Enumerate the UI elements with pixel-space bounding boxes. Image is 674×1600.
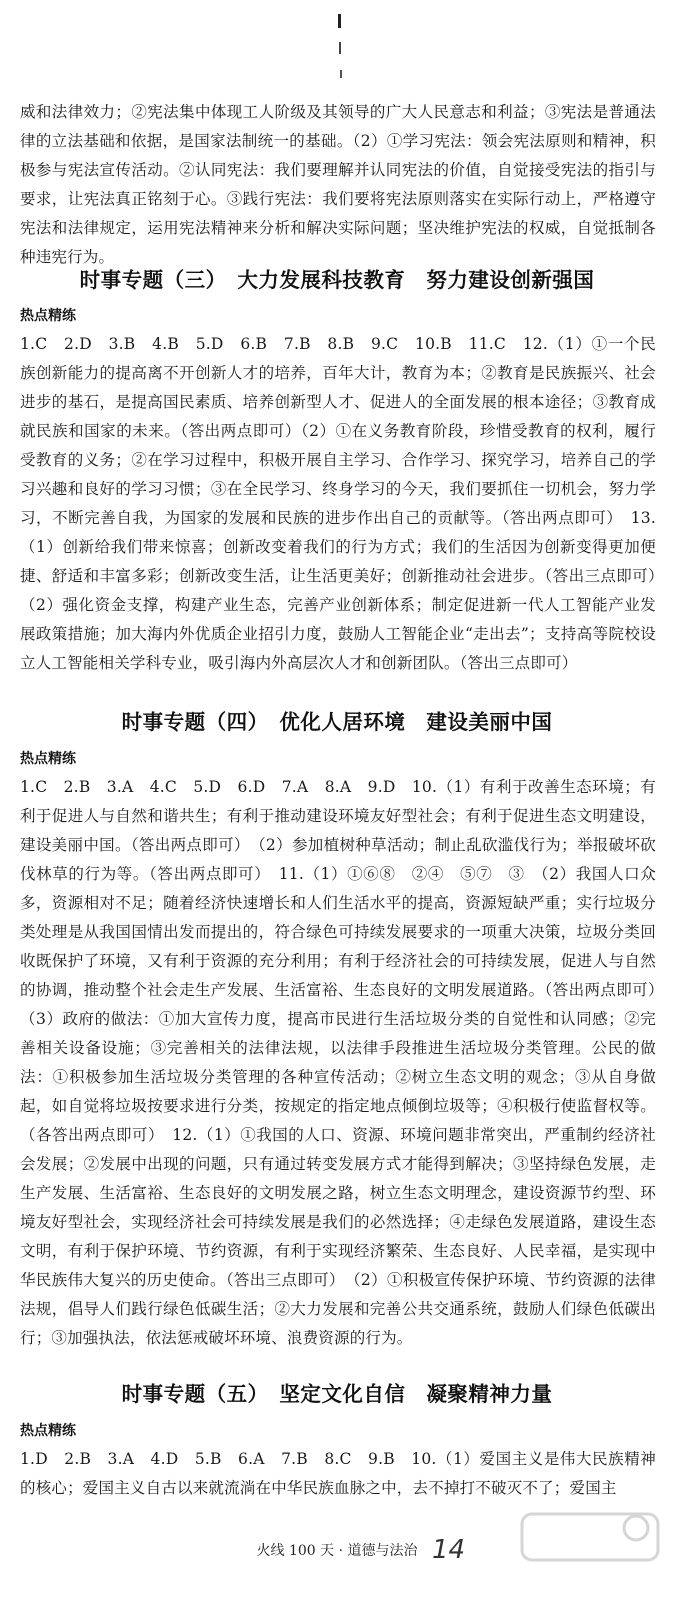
handwritten-page-number: 14	[432, 1535, 466, 1565]
scan-artifact-marks	[330, 10, 350, 100]
section-4-subtitle: 热点精练	[20, 751, 76, 767]
section-3-body: 1.C 2.D 3.B 4.B 5.D 6.B 7.B 8.B 9.C 10.B 11.C 12.（1）①一个民族创新能力的提高离不开创新人才的培养，百年大计，教育为本；②教育是民族振兴、社会进步的基石，是提高国民素质、培养创新型人才、促进人的全面发展的根本途径；③教育成就民族和国家的未来。（答出两点即可）（2）①在义务教育阶段，珍惜受教育的权利，履行受教育的义务；②在学习过程中，积极开展自主学习、合作学习、探究学习，培养自己的学习兴趣和良好的学习习惯；③在全民学习、终身学习的今天，我们要抓住一切机会，努力学习，不断完善自我，为国家的发展和民族的进步作出自己的贡献等。（答出两点即可） 13.（1）创新给我们带来惊喜；创新改变着我们的行为方式；我们的生活因为创新变得更加便捷、舒适和丰富多彩；创新改变生活，让生活更美好；创新推动社会进步。（答出三点即可） （2）强化资金支撑，构建产业生态，完善产业创新体系；制定促进新一代人工智能产业发展政策措施；加大海内外优质企业招引力度，鼓励人工智能企业“走出去”；支持高等院校设立人工智能相关学科专业，吸引海内外高层次人才和创新团队。（答出三点即可）	[20, 335, 672, 672]
section-3-subtitle: 热点精练	[20, 308, 76, 324]
footer-book-title: 火线 100 天 · 道德与法治	[256, 1543, 418, 1559]
section-5-body: 1.D 2.B 3.A 4.D 5.B 6.A 7.B 8.C 9.B 10.（1）爱国主义是伟大民族精神的核心；爱国主义自古以来就流淌在中华民族血脉之中，去不掉打不破灭不了；爱国主	[20, 1450, 656, 1497]
section-4-title: 时事专题（四） 优化人居环境 建设美丽中国	[121, 710, 553, 734]
intro-paragraph: 威和法律效力；②宪法集中体现工人阶级及其领导的广大人民意志和利益；③宪法是普通法律的立法基础和依据，是国家法制统一的基础。（2）①学习宪法：领会宪法原则和精神，积极参与宪法宣传活动。②认同宪法：我们要理解并认同宪法的价值，自觉接受宪法的指引与要求，让宪法真正铭刻于心。③践行宪法：我们要将宪法原则落实在实际行动上，严格遵守宪法和法律规定，运用宪法精神来分析和解决实际问题；坚决维护宪法的权威，自觉抵制各种违宪行为。	[20, 103, 656, 266]
section-3-title: 时事专题（三） 大力发展科技教育 努力建设创新强国	[79, 268, 595, 292]
section-5-title: 时事专题（五） 坚定文化自信 凝聚精神力量	[121, 1382, 553, 1406]
watermark-logo	[520, 1508, 660, 1594]
section-5-subtitle: 热点精练	[20, 1423, 76, 1439]
section-4-body: 1.C 2.B 3.A 4.C 5.D 6.D 7.A 8.A 9.D 10.（1）有利于改善生态环境；有利于促进人与自然和谐共生；有利于推动建设环境友好型社会；有利于促进生态文明建设，建设美丽中国。（答出两点即可） （2）参加植树种草活动；制止乱砍滥伐行为；举报破坏砍伐林草的行为等。（答出两点即可） 11.（1）①⑥⑧ ②④ ⑤⑦ ③ （2）我国人口众多，资源相对不足；随着经济快速增长和人们生活水平的提高，资源短缺严重；实行垃圾分类处理是从我国国情出发而提出的，符合绿色可持续发展要求的一项重大决策，垃圾分类回收既保护了环境，又有利于资源的充分利用；有利于经济社会的可持续发展，促进人与自然的协调，推动整个社会走生产发展、生活富裕、生态良好的文明发展道路。（答出两点即可） （3）政府的做法：①加大宣传力度，提高市民进行生活垃圾分类的自觉性和认同感；②完善相关设备设施；③完善相关的法律法规，以法律手段推进生活垃圾分类管理。公民的做法：①积极参加生活垃圾分类管理的各种宣传活动；②树立生态文明的观念；③从自身做起，如自觉将垃圾按要求进行分类，按规定的指定地点倾倒垃圾等；④积极行使监督权等。（各答出两点即可） 12.（1）①我国的人口、资源、环境问题非常突出，严重制约经济社会发展；②发展中出现的问题，只有通过转变发展方式才能得到解决；③坚持绿色发展，走生产发展、生活富裕、生态良好的文明发展之路，树立生态文明理念，建设资源节约型、环境友好型社会，实现经济社会可持续发展是我们的必然选择；④走绿色发展道路，建设生态文明，有利于保护环境、节约资源，有利于实现经济繁荣、生态良好、人民幸福，是实现中华民族伟大复兴的历史使命。（答出三点即可） （2）①积极宣传保护环境、节约资源的法律法规，倡导人们践行绿色低碳生活；②大力发展和完善公共交通系统，鼓励人们绿色低碳出行；③加强执法，依法惩戒破坏环境、浪费资源的行为。	[20, 778, 672, 1347]
